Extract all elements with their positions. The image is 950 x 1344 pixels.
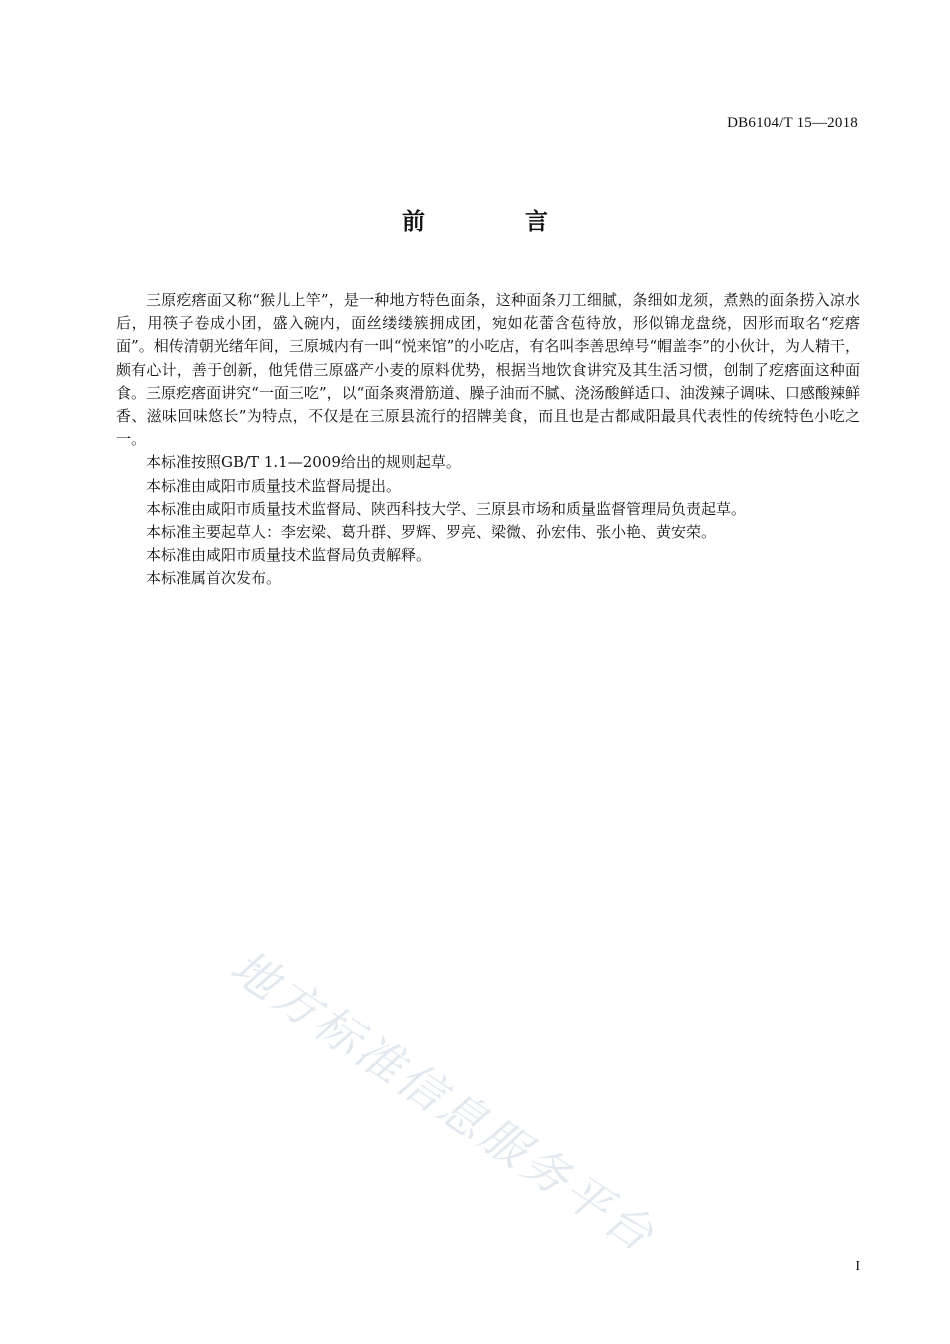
- watermark: 地方标准信息服务平台: [221, 939, 666, 1264]
- foreword-paragraph: 本标准属首次发布。: [146, 569, 282, 588]
- foreword-paragraph: 三原疙瘩面又称“猴儿上竿”，是一种地方特色面条，这种面条刀工细腻，条细如龙须，煮熟的面条捞入凉水后，用筷子卷成小团，盛入碗内，面丝缕缕簇拥成团，宛如花蕾含苞待放，形似锦龙盘绕，因形而取名“疙瘩面”。相传清朝光绪年间，三原城内有一叫“悦来馆”的小吃店，有名叫李善思绰号“帽盖李”的小伙计，为人精干，颇有心计，善于创新，他凭借三原盛产小麦的原料优势，根据当地饮食讲究及其生活习惯，创制了疙瘩面这种面食。三原疙瘩面讲究“一面三吃”，以“面条爽滑筋道、臊子油而不腻、浇汤酸鲜适口、油泼辣子调味、口感酸辣鲜香、滋味回味悠长”为特点，不仅是在三原县流行的招牌美食，而且也是古都咸阳最具代表性的传统特色小吃之一。: [116, 291, 860, 449]
- foreword-paragraph: 本标准由咸阳市质量技术监督局负责解释。: [146, 546, 432, 565]
- standard-code: DB6104/T 15—2018: [727, 115, 858, 131]
- foreword-paragraph: 本标准由咸阳市质量技术监督局、陕西科技大学、三原县市场和质量监督管理局负责起草。: [146, 499, 747, 518]
- foreword-paragraph: 本标准主要起草人：李宏梁、葛升群、罗辉、罗亮、梁微、孙宏伟、张小艳、黄安荣。: [146, 523, 717, 542]
- foreword-paragraph: 本标准由咸阳市质量技术监督局提出。: [146, 476, 402, 495]
- page-number: I: [855, 1259, 860, 1274]
- foreword-body: [116, 289, 860, 591]
- page-title: 前 言: [401, 209, 594, 235]
- foreword-paragraph: 本标准按照GB/T 1.1—2009给出的规则起草。: [146, 453, 461, 472]
